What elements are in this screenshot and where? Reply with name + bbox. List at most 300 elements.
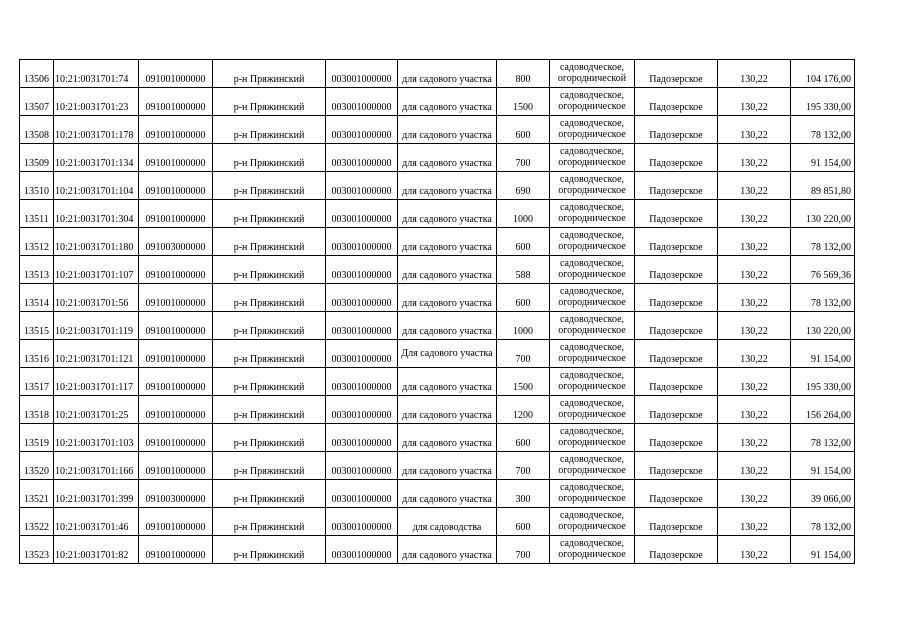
cadastral-cost: 78 132,00 bbox=[811, 130, 851, 141]
settlement-name: Падозерское bbox=[649, 74, 703, 85]
area-value-cell bbox=[497, 200, 550, 228]
zone-code: 003001000000 bbox=[331, 522, 392, 533]
row-number-cell bbox=[20, 172, 54, 200]
oktmo-code: 091001000000 bbox=[145, 410, 206, 421]
row-number: 13517 bbox=[24, 382, 49, 393]
cadastral-cost-cell bbox=[791, 116, 855, 144]
cadastral-number: 10:21:0031701:104 bbox=[55, 186, 134, 197]
permitted-use: для садового участка bbox=[402, 158, 492, 169]
specific-value: 130,22 bbox=[740, 270, 768, 281]
area-value: 800 bbox=[515, 74, 531, 85]
land-category-cell bbox=[550, 116, 635, 144]
cadastral-number-cell bbox=[54, 228, 139, 256]
land-category-cell bbox=[550, 284, 635, 312]
row-number-cell bbox=[20, 340, 54, 368]
permitted-use-cell bbox=[398, 60, 497, 88]
oktmo-code: 091001000000 bbox=[145, 186, 206, 197]
land-category-cell bbox=[550, 200, 635, 228]
oktmo-code-cell bbox=[139, 452, 213, 480]
area-value: 700 bbox=[515, 550, 531, 561]
settlement-name: Падозерское bbox=[649, 214, 703, 225]
cadastral-cost: 195 330,00 bbox=[806, 382, 851, 393]
district-name-cell bbox=[213, 256, 326, 284]
permitted-use: для садового участка bbox=[402, 382, 492, 393]
district-name-cell bbox=[213, 368, 326, 396]
oktmo-code: 091001000000 bbox=[145, 522, 206, 533]
settlement-name-cell bbox=[635, 88, 718, 116]
cadastral-cost-cell bbox=[791, 256, 855, 284]
oktmo-code-cell bbox=[139, 368, 213, 396]
row-number-cell bbox=[20, 256, 54, 284]
cadastral-cost-cell bbox=[791, 228, 855, 256]
land-category-cell bbox=[550, 312, 635, 340]
cadastral-number: 10:21:0031701:134 bbox=[55, 158, 134, 169]
specific-value-cell bbox=[718, 116, 791, 144]
specific-value-cell bbox=[718, 312, 791, 340]
area-value-cell bbox=[497, 172, 550, 200]
permitted-use: для садового участка bbox=[402, 130, 492, 141]
specific-value: 130,22 bbox=[740, 214, 768, 225]
oktmo-code: 091001000000 bbox=[145, 214, 206, 225]
permitted-use: для садового участка bbox=[402, 326, 492, 337]
zone-code: 003001000000 bbox=[331, 214, 392, 225]
settlement-name-cell bbox=[635, 228, 718, 256]
zone-code-cell bbox=[326, 424, 398, 452]
table-row bbox=[20, 536, 855, 564]
oktmo-code: 091001000000 bbox=[145, 466, 206, 477]
table-row bbox=[20, 396, 855, 424]
settlement-name-cell bbox=[635, 452, 718, 480]
table-row bbox=[20, 312, 855, 340]
zone-code-cell bbox=[326, 60, 398, 88]
oktmo-code-cell bbox=[139, 284, 213, 312]
area-value: 1000 bbox=[513, 326, 533, 337]
row-number-cell bbox=[20, 368, 54, 396]
oktmo-code: 091001000000 bbox=[145, 158, 206, 169]
land-category: садоводческое, огородническое bbox=[558, 257, 626, 280]
row-number-cell bbox=[20, 452, 54, 480]
land-category-cell bbox=[550, 88, 635, 116]
land-category-cell bbox=[550, 228, 635, 256]
table-row bbox=[20, 200, 855, 228]
oktmo-code: 091001000000 bbox=[145, 354, 206, 365]
oktmo-code: 091001000000 bbox=[145, 550, 206, 561]
district-name: р-н Пряжинский bbox=[233, 130, 305, 141]
oktmo-code-cell bbox=[139, 256, 213, 284]
settlement-name-cell bbox=[635, 340, 718, 368]
permitted-use-cell bbox=[398, 228, 497, 256]
specific-value-cell bbox=[718, 60, 791, 88]
permitted-use-cell bbox=[398, 368, 497, 396]
row-number-cell bbox=[20, 88, 54, 116]
oktmo-code: 091003000000 bbox=[145, 494, 206, 505]
cadastral-number-cell bbox=[54, 508, 139, 536]
specific-value: 130,22 bbox=[740, 522, 768, 533]
area-value: 600 bbox=[515, 130, 531, 141]
row-number: 13507 bbox=[24, 102, 49, 113]
district-name-cell bbox=[213, 536, 326, 564]
settlement-name-cell bbox=[635, 368, 718, 396]
permitted-use: для садового участка bbox=[402, 242, 492, 253]
district-name-cell bbox=[213, 116, 326, 144]
land-category-cell bbox=[550, 508, 635, 536]
zone-code-cell bbox=[326, 144, 398, 172]
permitted-use-cell bbox=[398, 480, 497, 508]
specific-value: 130,22 bbox=[740, 158, 768, 169]
area-value-cell bbox=[497, 340, 550, 368]
cadastral-cost: 130 220,00 bbox=[806, 326, 851, 337]
permitted-use-cell bbox=[398, 452, 497, 480]
row-number: 13521 bbox=[24, 494, 49, 505]
zone-code-cell bbox=[326, 368, 398, 396]
table-row bbox=[20, 368, 855, 396]
land-category: садоводческое, огородническое bbox=[558, 481, 626, 504]
zone-code: 003001000000 bbox=[331, 326, 392, 337]
settlement-name-cell bbox=[635, 396, 718, 424]
zone-code-cell bbox=[326, 284, 398, 312]
district-name-cell bbox=[213, 200, 326, 228]
zone-code: 003001000000 bbox=[331, 550, 392, 561]
zone-code-cell bbox=[326, 480, 398, 508]
area-value: 700 bbox=[515, 158, 531, 169]
specific-value-cell bbox=[718, 452, 791, 480]
cadastral-cost: 195 330,00 bbox=[806, 102, 851, 113]
oktmo-code: 091001000000 bbox=[145, 270, 206, 281]
district-name: р-н Пряжинский bbox=[233, 550, 305, 561]
cadastral-cost: 130 220,00 bbox=[806, 214, 851, 225]
specific-value: 130,22 bbox=[740, 550, 768, 561]
zone-code: 003001000000 bbox=[331, 438, 392, 449]
zone-code-cell bbox=[326, 200, 398, 228]
cadastral-number: 10:21:0031701:121 bbox=[55, 354, 134, 365]
table-row bbox=[20, 256, 855, 284]
land-category-cell bbox=[550, 424, 635, 452]
row-number: 13514 bbox=[24, 298, 49, 309]
district-name: р-н Пряжинский bbox=[233, 410, 305, 421]
area-value-cell bbox=[497, 424, 550, 452]
land-category: садоводческое, огороднической bbox=[557, 61, 627, 84]
area-value-cell bbox=[497, 536, 550, 564]
settlement-name-cell bbox=[635, 508, 718, 536]
area-value-cell bbox=[497, 368, 550, 396]
area-value: 600 bbox=[515, 438, 531, 449]
cadastral-number-cell bbox=[54, 396, 139, 424]
district-name-cell bbox=[213, 396, 326, 424]
cadastral-cost: 104 176,00 bbox=[806, 74, 851, 85]
land-category-cell bbox=[550, 172, 635, 200]
oktmo-code-cell bbox=[139, 200, 213, 228]
land-category-cell bbox=[550, 144, 635, 172]
settlement-name: Падозерское bbox=[649, 466, 703, 477]
district-name: р-н Пряжинский bbox=[233, 242, 305, 253]
oktmo-code: 091003000000 bbox=[145, 242, 206, 253]
area-value: 1000 bbox=[513, 214, 533, 225]
permitted-use-cell bbox=[398, 256, 497, 284]
district-name: р-н Пряжинский bbox=[233, 522, 305, 533]
cadastral-cost-cell bbox=[791, 340, 855, 368]
specific-value-cell bbox=[718, 228, 791, 256]
table-row bbox=[20, 116, 855, 144]
area-value: 600 bbox=[515, 298, 531, 309]
row-number: 13523 bbox=[24, 550, 49, 561]
row-number: 13511 bbox=[24, 214, 49, 225]
area-value-cell bbox=[497, 452, 550, 480]
specific-value-cell bbox=[718, 88, 791, 116]
oktmo-code-cell bbox=[139, 60, 213, 88]
specific-value: 130,22 bbox=[740, 410, 768, 421]
cadastral-number: 10:21:0031701:399 bbox=[55, 494, 134, 505]
land-category: садоводческое, огородническое bbox=[558, 173, 626, 196]
cadastral-number-cell bbox=[54, 312, 139, 340]
cadastral-number-cell bbox=[54, 340, 139, 368]
settlement-name-cell bbox=[635, 144, 718, 172]
land-category: садоводческое, огородническое bbox=[558, 509, 626, 532]
land-category-cell bbox=[550, 368, 635, 396]
specific-value-cell bbox=[718, 368, 791, 396]
land-category: садоводческое, огородническое bbox=[558, 397, 626, 420]
table-row bbox=[20, 172, 855, 200]
cadastral-cost: 91 154,00 bbox=[811, 354, 851, 365]
specific-value: 130,22 bbox=[740, 466, 768, 477]
cadastral-cost: 39 066,00 bbox=[811, 494, 851, 505]
specific-value: 130,22 bbox=[740, 102, 768, 113]
permitted-use-cell bbox=[398, 116, 497, 144]
cadastral-number: 10:21:0031701:107 bbox=[55, 270, 134, 281]
settlement-name: Падозерское bbox=[649, 354, 703, 365]
district-name-cell bbox=[213, 60, 326, 88]
row-number-cell bbox=[20, 480, 54, 508]
cadastral-cost-cell bbox=[791, 88, 855, 116]
settlement-name: Падозерское bbox=[649, 242, 703, 253]
table-row bbox=[20, 88, 855, 116]
cadastral-number-cell bbox=[54, 452, 139, 480]
land-category-cell bbox=[550, 480, 635, 508]
district-name-cell bbox=[213, 88, 326, 116]
cadastral-number-cell bbox=[54, 172, 139, 200]
specific-value-cell bbox=[718, 200, 791, 228]
oktmo-code-cell bbox=[139, 312, 213, 340]
cadastral-cost-cell bbox=[791, 60, 855, 88]
row-number-cell bbox=[20, 424, 54, 452]
oktmo-code: 091001000000 bbox=[145, 382, 206, 393]
row-number-cell bbox=[20, 200, 54, 228]
zone-code-cell bbox=[326, 228, 398, 256]
permitted-use-cell bbox=[398, 424, 497, 452]
area-value-cell bbox=[497, 88, 550, 116]
oktmo-code: 091001000000 bbox=[145, 74, 206, 85]
cadastral-number-cell bbox=[54, 88, 139, 116]
table-row bbox=[20, 424, 855, 452]
cadastral-number: 10:21:0031701:166 bbox=[55, 466, 134, 477]
permitted-use: для садового участка bbox=[402, 550, 492, 561]
cadastral-cost: 78 132,00 bbox=[811, 438, 851, 449]
permitted-use: для садоводства bbox=[412, 522, 482, 533]
oktmo-code: 091001000000 bbox=[145, 326, 206, 337]
permitted-use: для садового участка bbox=[402, 438, 492, 449]
district-name-cell bbox=[213, 340, 326, 368]
permitted-use-cell bbox=[398, 536, 497, 564]
settlement-name: Падозерское bbox=[649, 298, 703, 309]
cadastral-cost: 78 132,00 bbox=[811, 298, 851, 309]
district-name: р-н Пряжинский bbox=[233, 494, 305, 505]
table-row bbox=[20, 452, 855, 480]
cadastral-cost-cell bbox=[791, 144, 855, 172]
area-value-cell bbox=[497, 60, 550, 88]
zone-code-cell bbox=[326, 452, 398, 480]
permitted-use: для садового участка bbox=[402, 102, 492, 113]
row-number-cell bbox=[20, 228, 54, 256]
land-category: садоводческое, огородническое bbox=[558, 313, 626, 336]
district-name: р-н Пряжинский bbox=[233, 186, 305, 197]
oktmo-code-cell bbox=[139, 424, 213, 452]
zone-code-cell bbox=[326, 116, 398, 144]
settlement-name-cell bbox=[635, 116, 718, 144]
zone-code-cell bbox=[326, 256, 398, 284]
specific-value-cell bbox=[718, 424, 791, 452]
cadastral-number-cell bbox=[54, 480, 139, 508]
row-number-cell bbox=[20, 116, 54, 144]
zone-code: 003001000000 bbox=[331, 466, 392, 477]
cadastral-number: 10:21:0031701:103 bbox=[55, 438, 134, 449]
oktmo-code-cell bbox=[139, 340, 213, 368]
oktmo-code-cell bbox=[139, 144, 213, 172]
cadastral-number-cell bbox=[54, 284, 139, 312]
cadastral-number-cell bbox=[54, 368, 139, 396]
area-value: 588 bbox=[515, 270, 531, 281]
row-number: 13516 bbox=[24, 354, 49, 365]
permitted-use-cell bbox=[398, 88, 497, 116]
oktmo-code-cell bbox=[139, 172, 213, 200]
specific-value: 130,22 bbox=[740, 242, 768, 253]
specific-value-cell bbox=[718, 144, 791, 172]
permitted-use: для садового участка bbox=[402, 186, 492, 197]
cadastral-number-cell bbox=[54, 536, 139, 564]
permitted-use-cell bbox=[398, 340, 497, 368]
permitted-use-cell bbox=[398, 312, 497, 340]
area-value: 690 bbox=[515, 186, 531, 197]
area-value-cell bbox=[497, 480, 550, 508]
specific-value: 130,22 bbox=[740, 354, 768, 365]
cadastral-number: 10:21:0031701:25 bbox=[55, 410, 129, 421]
table-row bbox=[20, 284, 855, 312]
district-name: р-н Пряжинский bbox=[233, 438, 305, 449]
permitted-use-cell bbox=[398, 200, 497, 228]
settlement-name: Падозерское bbox=[649, 158, 703, 169]
land-category: садоводческое, огородническое bbox=[558, 285, 626, 308]
district-name-cell bbox=[213, 228, 326, 256]
specific-value-cell bbox=[718, 396, 791, 424]
oktmo-code: 091001000000 bbox=[145, 298, 206, 309]
settlement-name: Падозерское bbox=[649, 326, 703, 337]
specific-value: 130,22 bbox=[740, 382, 768, 393]
cadastral-cost-cell bbox=[791, 200, 855, 228]
cadastral-cost-cell bbox=[791, 396, 855, 424]
cadastral-number: 10:21:0031701:23 bbox=[55, 102, 129, 113]
area-value: 700 bbox=[515, 466, 531, 477]
land-category: садоводческое, огородническое bbox=[558, 537, 626, 560]
table-row bbox=[20, 228, 855, 256]
settlement-name: Падозерское bbox=[649, 438, 703, 449]
specific-value-cell bbox=[718, 508, 791, 536]
row-number: 13509 bbox=[24, 158, 49, 169]
settlement-name-cell bbox=[635, 312, 718, 340]
district-name-cell bbox=[213, 424, 326, 452]
settlement-name: Падозерское bbox=[649, 494, 703, 505]
zone-code: 003001000000 bbox=[331, 74, 392, 85]
oktmo-code-cell bbox=[139, 116, 213, 144]
table-body bbox=[20, 60, 855, 564]
area-value: 300 bbox=[515, 494, 531, 505]
specific-value: 130,22 bbox=[740, 438, 768, 449]
row-number: 13515 bbox=[24, 326, 49, 337]
specific-value-cell bbox=[718, 284, 791, 312]
row-number-cell bbox=[20, 536, 54, 564]
cadastral-cost-cell bbox=[791, 284, 855, 312]
row-number: 13508 bbox=[24, 130, 49, 141]
land-category-cell bbox=[550, 536, 635, 564]
cadastral-number: 10:21:0031701:178 bbox=[55, 130, 134, 141]
oktmo-code-cell bbox=[139, 536, 213, 564]
area-value: 600 bbox=[515, 242, 531, 253]
row-number-cell bbox=[20, 396, 54, 424]
land-category-cell bbox=[550, 60, 635, 88]
zone-code: 003001000000 bbox=[331, 186, 392, 197]
zone-code: 003001000000 bbox=[331, 270, 392, 281]
oktmo-code-cell bbox=[139, 88, 213, 116]
permitted-use-cell bbox=[398, 172, 497, 200]
land-category: садоводческое, огородническое bbox=[558, 341, 626, 364]
area-value: 1500 bbox=[513, 102, 533, 113]
settlement-name: Падозерское bbox=[649, 186, 703, 197]
table-row bbox=[20, 340, 855, 368]
area-value: 600 bbox=[515, 522, 531, 533]
area-value-cell bbox=[497, 144, 550, 172]
settlement-name: Падозерское bbox=[649, 130, 703, 141]
zone-code-cell bbox=[326, 396, 398, 424]
district-name: р-н Пряжинский bbox=[233, 382, 305, 393]
row-number-cell bbox=[20, 144, 54, 172]
table-row bbox=[20, 60, 855, 88]
zone-code-cell bbox=[326, 172, 398, 200]
cadastral-number-cell bbox=[54, 424, 139, 452]
cadastral-cost: 91 154,00 bbox=[811, 466, 851, 477]
district-name-cell bbox=[213, 284, 326, 312]
oktmo-code-cell bbox=[139, 480, 213, 508]
land-category: садоводческое, огородническое bbox=[558, 425, 626, 448]
oktmo-code-cell bbox=[139, 228, 213, 256]
cadastral-cost-cell bbox=[791, 368, 855, 396]
zone-code-cell bbox=[326, 312, 398, 340]
specific-value-cell bbox=[718, 172, 791, 200]
row-number: 13519 bbox=[24, 438, 49, 449]
district-name: р-н Пряжинский bbox=[233, 298, 305, 309]
area-value-cell bbox=[497, 256, 550, 284]
land-category-cell bbox=[550, 340, 635, 368]
permitted-use: для садового участка bbox=[402, 298, 492, 309]
settlement-name: Падозерское bbox=[649, 270, 703, 281]
row-number: 13506 bbox=[24, 74, 49, 85]
zone-code: 003001000000 bbox=[331, 298, 392, 309]
cadastral-number-cell bbox=[54, 116, 139, 144]
oktmo-code-cell bbox=[139, 396, 213, 424]
district-name: р-н Пряжинский bbox=[233, 354, 305, 365]
area-value: 700 bbox=[515, 354, 531, 365]
oktmo-code: 091001000000 bbox=[145, 438, 206, 449]
cadastral-cost: 78 132,00 bbox=[811, 242, 851, 253]
land-category: садоводческое, огородническое bbox=[558, 369, 626, 392]
cadastral-cost: 76 569,36 bbox=[811, 270, 851, 281]
district-name-cell bbox=[213, 480, 326, 508]
